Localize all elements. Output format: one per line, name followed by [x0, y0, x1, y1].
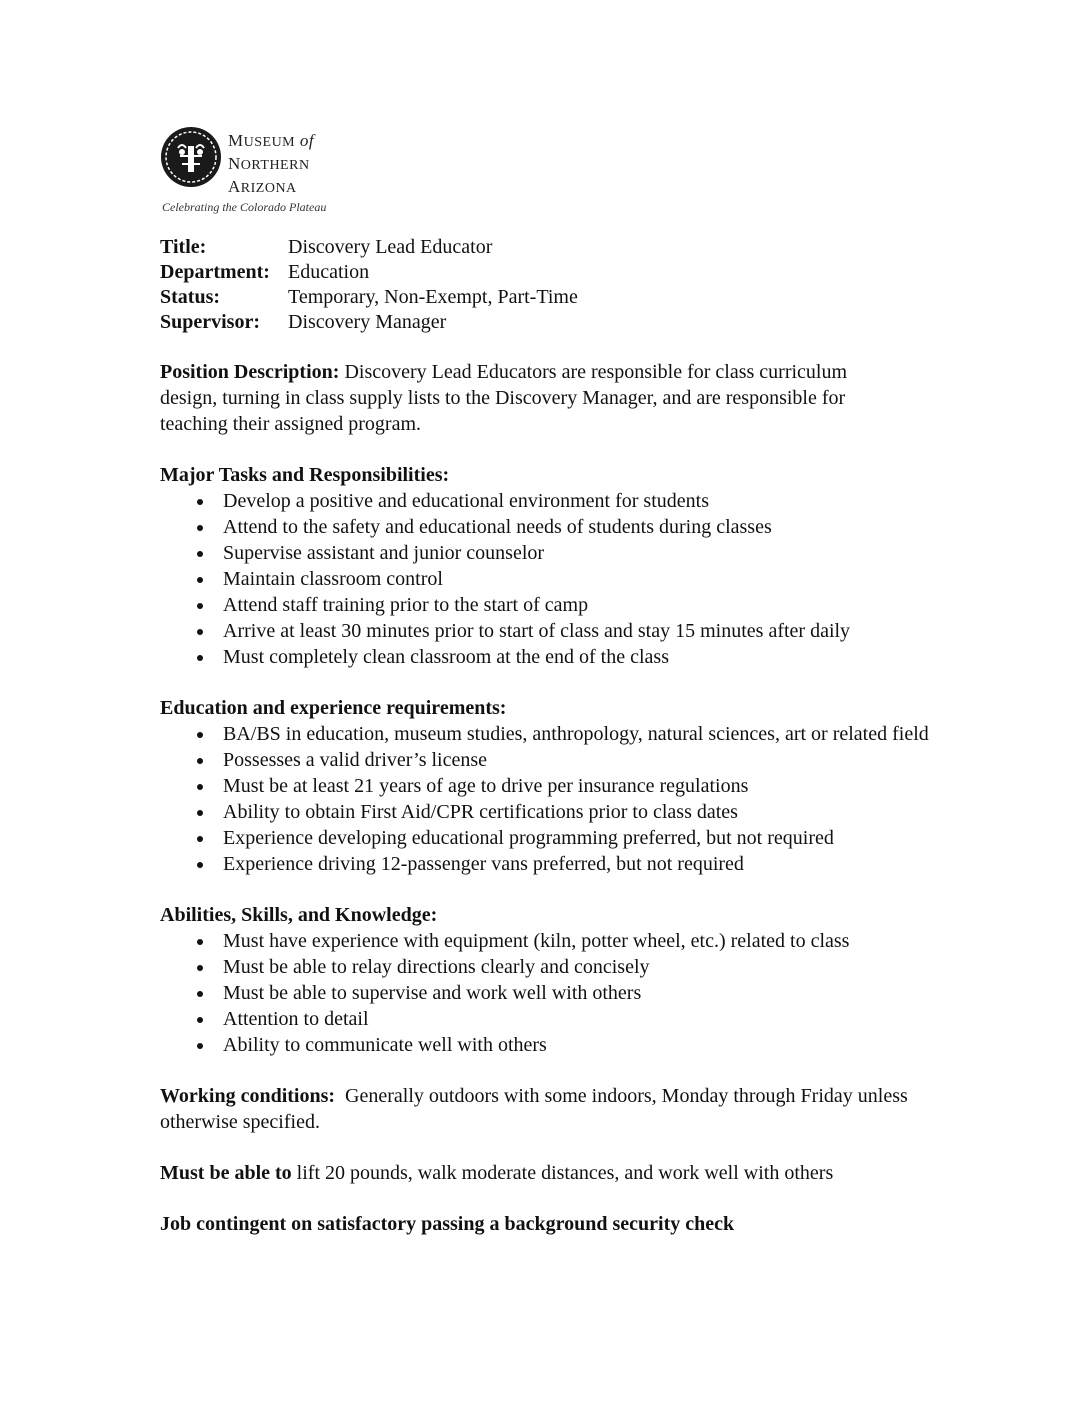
list-item: Experience developing educational programming preferred, but not required — [160, 825, 1020, 851]
list-item: Experience driving 12-passenger vans preferred, but not required — [160, 851, 1020, 877]
physical-requirements — [160, 1160, 1020, 1186]
working-label: Working conditions: — [160, 1085, 336, 1107]
museum-logo — [160, 126, 340, 214]
education-list — [160, 721, 1020, 877]
job-meta — [160, 234, 1020, 334]
physical-text: lift 20 pounds, walk moderate distances, and work well with others — [296, 1162, 834, 1184]
list-item: Must be at least 21 years of age to drive per insurance regulations — [160, 773, 1020, 799]
tasks-heading: Major Tasks and Responsibilities: — [160, 464, 450, 486]
meta-row-supervisor — [160, 309, 1020, 334]
working-text: Generally outdoors with some indoors, Monday through Friday unless otherwise specified. — [160, 1085, 908, 1133]
list-item: Arrive at least 30 minutes prior to start of class and stay 15 minutes after daily — [160, 618, 1020, 644]
job-description — [160, 234, 1020, 1237]
museum-emblem-icon — [160, 126, 222, 188]
meta-label: Department: — [160, 261, 270, 283]
meta-label: Supervisor: — [160, 311, 260, 333]
list-item: Must be able to relay directions clearly and concisely — [160, 954, 1020, 980]
list-item: Possesses a valid driver’s license — [160, 747, 1020, 773]
list-item: Ability to communicate well with others — [160, 1032, 1020, 1058]
meta-value: Discovery Manager — [288, 311, 447, 333]
list-item: Supervise assistant and junior counselor — [160, 540, 1020, 566]
education-section — [160, 695, 1020, 877]
abilities-section — [160, 902, 1020, 1058]
position-label: Position Description: — [160, 361, 340, 383]
list-item: Attend to the safety and educational needs of students during classes — [160, 514, 1020, 540]
meta-value: Discovery Lead Educator — [288, 236, 493, 258]
meta-label: Title: — [160, 236, 207, 258]
position-description — [160, 359, 900, 437]
contingency-note: Job contingent on satisfactory passing a background security check — [160, 1213, 735, 1235]
meta-row-title — [160, 234, 1020, 259]
list-item: Develop a positive and educational environment for students — [160, 488, 1020, 514]
meta-value: Education — [288, 261, 370, 283]
museum-tagline: Celebrating the Colorado Plateau — [162, 200, 327, 214]
working-conditions — [160, 1083, 920, 1135]
list-item: Maintain classroom control — [160, 566, 1020, 592]
abilities-list — [160, 928, 1020, 1058]
meta-row-department — [160, 259, 1020, 284]
position-text: Discovery Lead Educators are responsible for class curriculum design, turning in class supply lists to the Discovery Manager, and are responsible for teaching their assigned program. — [160, 361, 848, 435]
list-item: Attention to detail — [160, 1006, 1020, 1032]
meta-row-status — [160, 284, 1020, 309]
list-item: Must be able to supervise and work well with others — [160, 980, 1020, 1006]
meta-value: Temporary, Non-Exempt, Part-Time — [288, 286, 578, 308]
tasks-section — [160, 462, 1020, 670]
meta-label: Status: — [160, 286, 221, 308]
list-item: Must have experience with equipment (kiln, potter wheel, etc.) related to class — [160, 928, 1020, 954]
museum-wordmark: MUSEUM of NORTHERN ARIZONA — [228, 131, 315, 196]
physical-label: Must be able to — [160, 1162, 292, 1184]
list-item: Must completely clean classroom at the end of the class — [160, 644, 1020, 670]
tasks-list — [160, 488, 1020, 670]
list-item: Ability to obtain First Aid/CPR certifications prior to class dates — [160, 799, 1020, 825]
education-heading: Education and experience requirements: — [160, 697, 507, 719]
list-item: BA/BS in education, museum studies, anthropology, natural sciences, art or related field — [160, 721, 1020, 747]
abilities-heading: Abilities, Skills, and Knowledge: — [160, 904, 438, 926]
list-item: Attend staff training prior to the start of camp — [160, 592, 1020, 618]
